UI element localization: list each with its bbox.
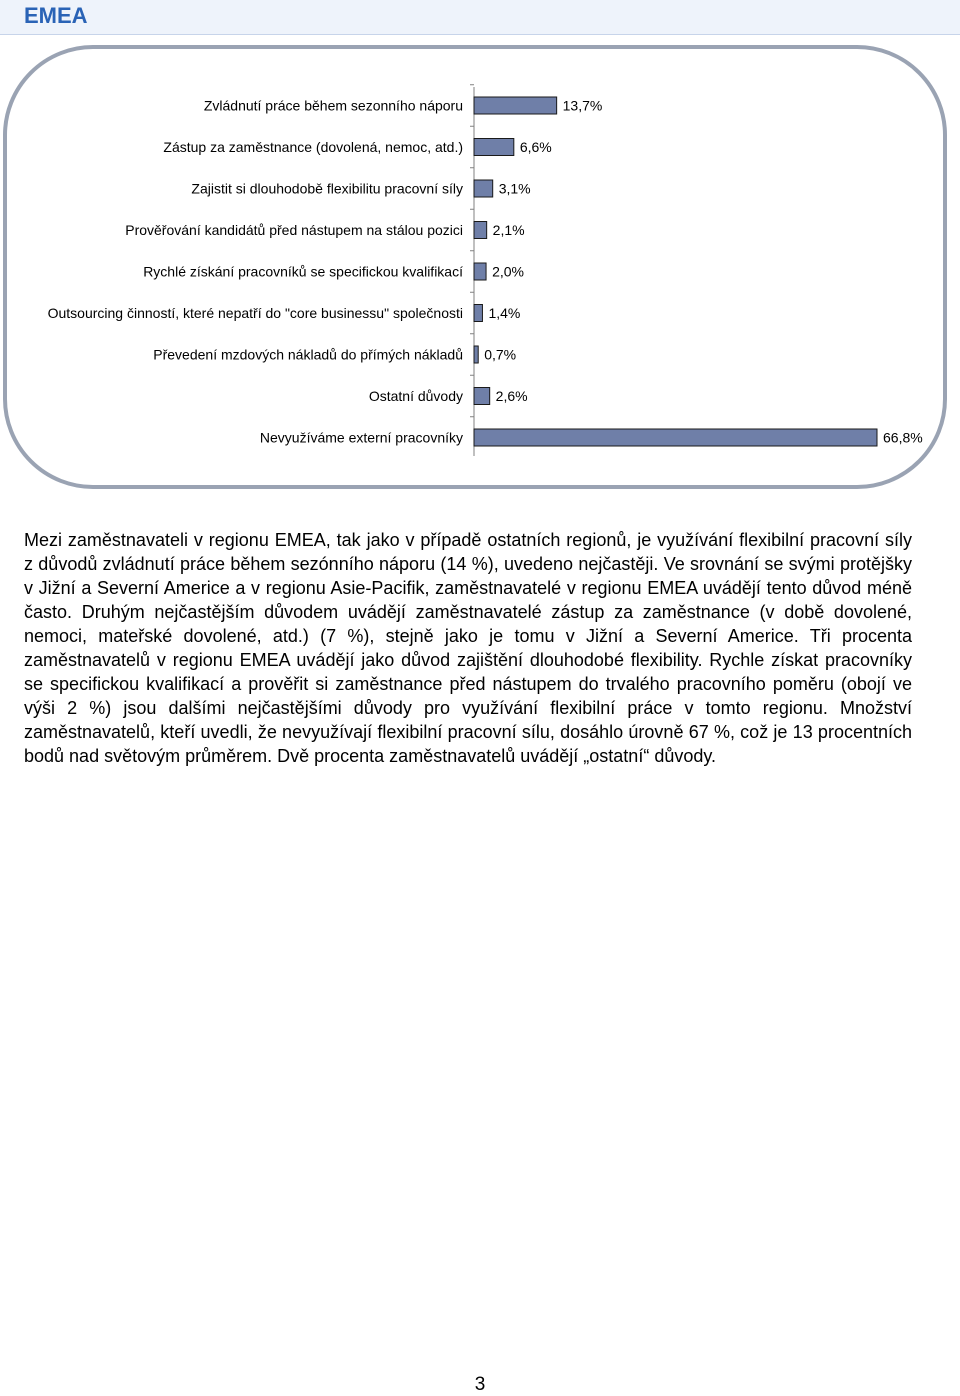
section-title: EMEA	[24, 3, 88, 28]
value-label: 2,6%	[495, 388, 528, 404]
category-label: Ostatní důvody	[368, 388, 463, 404]
bar-chart	[7, 49, 943, 485]
category-label: Převedení mzdových nákladů do přímých nákladů	[153, 346, 463, 363]
category-label: Zástup za zaměstnance (dovolená, nemoc, atd.)	[163, 139, 463, 155]
bar	[474, 346, 478, 363]
category-label: Nevyužíváme externí pracovníky	[259, 429, 463, 446]
bar	[474, 139, 514, 156]
value-label: 0,7%	[484, 346, 517, 363]
value-label: 6,6%	[519, 139, 552, 155]
body-paragraph: Mezi zaměstnavateli v regionu EMEA, tak jako v případě ostatních regionů, je využívání flexibilní pracovní síly z důvodů zvládnutí práce během sezónního náporu (14 %), uvedeno nejčastěji. Ve srovnání se svými protějšky v Jižní a Severní Americe a v regionu Asie-Pacifik, zaměstnavatelé v regionu EMEA uvádějí tento důvod méně často. Druhým nejčastějším důvodem uvádějí zaměstnavatelé zástup za zaměstnance (v době dovolené, nemoci, mateřské dovolené, atd.) (7 %), stejně jako je tomu v Jižní a Severní Americe. Tři procenta zaměstnavatelů v regionu EMEA uvádějí jako důvod zajištění dlouhodobé flexibility. Rychle získat pracovníky se specifickou kvalifikací a prověřit si zaměstnance před nástupem do trvalého pracovního poměru (obojí ve výši 2 %) jsou dalšími nejčastějšími důvody pro využívání flexibilní práce v tomto regionu. Množství zaměstnavatelů, kteří uvedli, že nevyužívají flexibilní pracovní sílu, dosáhlo úrovně 67 %, což je 13 procentních bodů nad světovým průměrem. Dvě procenta zaměstnavatelů uvádějí „ostatní“ důvody.	[24, 530, 912, 766]
value-label: 2,0%	[492, 263, 524, 280]
value-label: 2,1%	[492, 222, 525, 238]
bar	[474, 263, 486, 280]
bar	[474, 388, 490, 405]
bar	[474, 305, 482, 322]
category-label: Zajistit si dlouhodobě flexibilitu pracovní síly	[191, 180, 463, 197]
value-label: 66,8%	[883, 429, 923, 446]
value-label: 3,1%	[498, 180, 531, 197]
category-label: Prověřování kandidátů před nástupem na stálou pozici	[125, 222, 463, 238]
page-number: 3	[474, 1374, 486, 1395]
chart-frame	[3, 45, 947, 489]
bar	[474, 429, 877, 446]
category-label: Zvládnutí práce během sezonního náporu	[203, 97, 463, 114]
bar	[474, 180, 493, 197]
bar	[474, 97, 557, 114]
bar	[474, 222, 487, 239]
value-label: 1,4%	[488, 305, 521, 321]
category-label: Outsourcing činností, které nepatří do "core businessu" společnosti	[47, 305, 463, 321]
category-label: Rychlé získání pracovníků se specifickou kvalifikací	[143, 263, 463, 280]
value-label: 13,7%	[562, 97, 603, 114]
section-header	[0, 0, 960, 35]
